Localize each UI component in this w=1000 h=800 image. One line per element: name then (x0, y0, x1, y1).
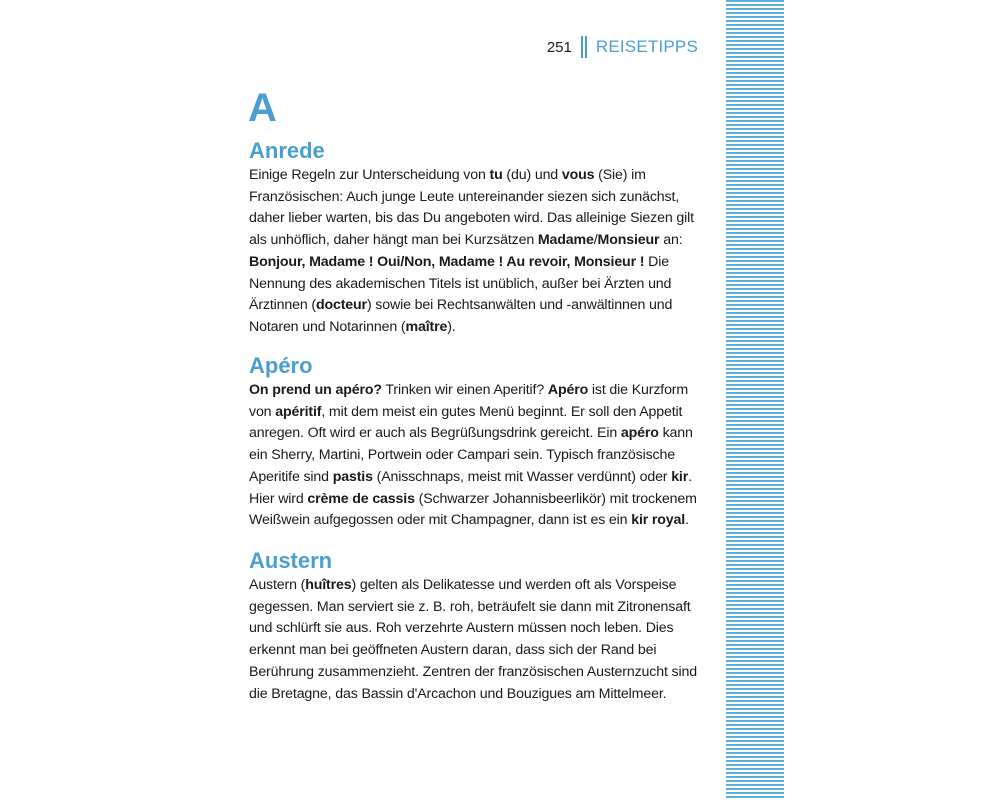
bold-term: Monsieur (597, 232, 660, 249)
entry-anrede (249, 138, 701, 339)
bold-term: kir royal (631, 512, 686, 529)
text-run: ist die Kurzform von (249, 382, 689, 420)
text-run: (Schwarzer Johannisbeerlikör) mit trockenem Weißwein aufgegossen oder mit Champagner, dann ist es ein (249, 490, 697, 529)
text-run: , mit dem meist ein gutes Menü beginnt. Er soll den Appetit anregen. Oft wird er auch als Begrüßungsdrink gereicht. Ein (249, 403, 683, 442)
bold-term: apéritif (275, 403, 322, 420)
text-run: kann ein Sherry, Martini, Portwein oder Campari sein. Typisch französische Aperitife sind (249, 425, 693, 485)
text-run: . Hier wird (249, 468, 692, 507)
entry-austern (249, 548, 701, 705)
text-run: ). (447, 318, 456, 335)
bold-term: vous (561, 167, 595, 183)
text-run: / (593, 232, 598, 249)
bold-term: maître (405, 318, 448, 335)
text-run: ) sowie bei Rechtsanwälten und -anwältinnen und Notaren und Notarinnen ( (249, 297, 673, 335)
text-run: . (685, 512, 689, 529)
entry-title: Apéro (249, 353, 313, 378)
text-run: ) gelten als Delikatesse und werden oft als Vorspeise gegessen. Man serviert sie z. B. roh, beträufelt sie dann mit Zitronensaft und schlürft sie aus. Roh verzehrte Austern müssen noch leben. Dies erkennt man bei geöffneten Austern daran, dass sich der Rand bei Berührung zusammenzieht. Zentren der französischen Austernzucht sind die Bretagne, das Bassin d'Arcachon und Bouzigues am Mittelmeer. (249, 577, 697, 702)
text-run: Austern ( (249, 577, 306, 593)
entry-body (249, 380, 701, 532)
bold-term: tu (489, 167, 503, 183)
text-run: Einige Regeln zur Unterscheidung von (249, 167, 490, 183)
text-run: (Anisschnaps, meist mit Wasser verdünnt) oder (372, 468, 672, 485)
text-run: (Sie) im Französischen: Auch junge Leute untereinander siezen sich zunächst, daher lieber warten, bis das Du angeboten wird. Das alleinige Siezen gilt als unhöflich, daher hängt man bei Kurzsätzen (249, 167, 694, 249)
bold-term: crème de cassis (307, 490, 415, 507)
bold-term: apéro (620, 425, 659, 442)
entry-body (249, 575, 701, 705)
bold-term: pastis (332, 468, 373, 485)
bold-term: Madame (537, 232, 594, 249)
section-label: REISETIPPS (595, 37, 698, 56)
bold-term: On prend un apéro? (249, 382, 382, 398)
bold-term: Bonjour, Madame ! Oui/Non, Madame ! Au revoir, Monsieur ! (249, 253, 645, 270)
header-divider (581, 36, 587, 58)
bold-term: docteur (315, 297, 367, 314)
text-run: Die Nennung des akademischen Titels ist unüblich, außer bei Ärzten und Ärztinnen ( (249, 253, 672, 314)
bold-term: Apéro (547, 382, 589, 398)
index-letter: A (248, 86, 277, 130)
text-run: (du) und (502, 167, 562, 183)
entry-title: Austern (249, 548, 333, 573)
text-run: Trinken wir einen Aperitif? (381, 382, 548, 398)
text-run: an: (659, 232, 683, 249)
entry-body (249, 165, 701, 339)
entry-title: Anrede (249, 138, 325, 163)
page-header (547, 36, 698, 58)
page-number: 251 (546, 38, 572, 56)
bold-term: huîtres (305, 577, 352, 593)
entry-apero (249, 353, 701, 532)
bold-term: kir (671, 468, 689, 485)
decorative-stripe-band (726, 0, 784, 800)
